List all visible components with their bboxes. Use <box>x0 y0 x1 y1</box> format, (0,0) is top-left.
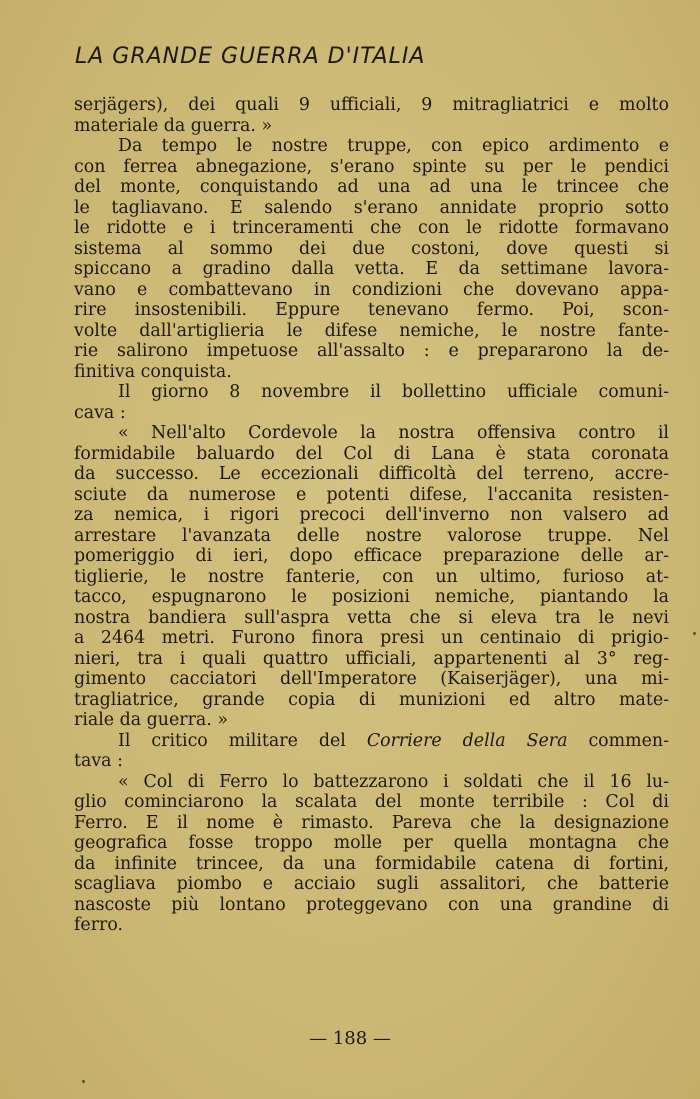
text-run: Il critico militare del <box>118 730 367 751</box>
text-line: a 2464 metri. Furono finora presi un centinaio di prigio- <box>74 628 669 648</box>
text-line: gimento cacciatori dell'Imperatore (Kaiserjäger), una mi- <box>74 669 669 689</box>
text-line: tiglierie, le nostre fanterie, con un ultimo, furioso at- <box>74 566 669 587</box>
text-line: da successo. Le eccezionali difficoltà del terreno, accre- <box>74 464 669 484</box>
text-line: tragliatrice, grande copia di munizioni ed altro mate- <box>74 689 669 710</box>
text-line <box>74 731 669 752</box>
text-line: tacco, espugnarono le posizioni nemiche, piantando la <box>74 587 669 607</box>
italic-title: Corriere della Sera <box>366 730 568 751</box>
text-line: le tagliavano. E salendo s'erano annidate proprio sotto <box>74 197 669 218</box>
text-line: « Nell'alto Cordevole la nostra offensiva contro il <box>118 423 669 443</box>
body-text <box>74 95 669 936</box>
text-line: za nemica, i rigori precoci dell'inverno non valsero ad <box>74 505 669 525</box>
text-line: rire insostenibili. Eppure tenevano fermo. Poi, scon- <box>74 300 669 320</box>
text-line: geografica fosse troppo molle per quella montagna che <box>74 833 669 853</box>
text-run: commen- <box>567 730 670 751</box>
paper-speck <box>82 1080 85 1083</box>
text-line: sciute da numerose e potenti difese, l'accanita resisten- <box>74 484 669 505</box>
text-line: tava : <box>74 751 123 771</box>
running-title: LA GRANDE GUERRA D'ITALIA <box>75 44 426 69</box>
text-line: materiale da guerra. » <box>74 115 273 136</box>
text-line: « Col di Ferro lo battezzarono i soldati che il 16 lu- <box>118 771 669 792</box>
text-line: Da tempo le nostre truppe, con epico ardimento e <box>118 136 669 156</box>
text-line: formidabile baluardo del Col di Lana è stata coronata <box>74 443 669 464</box>
text-line: sistema al sommo dei due costoni, dove questi si <box>74 238 669 259</box>
text-line: volte dall'artiglieria le difese nemiche, le nostre fante- <box>74 320 669 341</box>
text-line: glio cominciarono la scalata del monte terribile : Col di <box>74 792 669 812</box>
text-line: scagliava piombo e acciaio sugli assalitori, che batterie <box>74 874 669 894</box>
text-line: cava : <box>74 402 126 423</box>
page-number: — 188 — <box>309 1028 391 1049</box>
text-line: spiccano a gradino dalla vetta. E da settimane lavora- <box>74 259 669 279</box>
text-line: del monte, conquistando ad una ad una le trincee che <box>74 177 669 197</box>
text-line: vano e combattevano in condizioni che dovevano appa- <box>74 279 669 300</box>
text-line: pomeriggio di ieri, dopo efficace preparazione delle ar- <box>74 546 669 566</box>
text-line: arrestare l'avanzata delle nostre valorose truppe. Nel <box>74 525 669 546</box>
text-line: Il giorno 8 novembre il bollettino ufficiale comuni- <box>118 382 669 402</box>
text-line: rie salirono impetuose all'assalto : e prepararono la de- <box>74 341 669 361</box>
text-line: nieri, tra i quali quattro ufficiali, appartenenti al 3° reg- <box>74 648 669 669</box>
text-line: le ridotte e i trinceramenti che con le ridotte formavano <box>74 218 669 238</box>
text-line: da infinite trincee, da una formidabile catena di fortini, <box>74 853 669 874</box>
text-line: finitiva conquista. <box>74 361 232 382</box>
paper-speck <box>693 632 696 635</box>
text-line: serjägers), dei quali 9 ufficiali, 9 mitragliatrici e molto <box>74 95 669 115</box>
text-line: Ferro. E il nome è rimasto. Pareva che la designazione <box>74 812 669 833</box>
text-line: ferro. <box>74 915 124 935</box>
text-line: nascoste più lontano proteggevano con una grandine di <box>74 894 669 915</box>
text-line: nostra bandiera sull'aspra vetta che si eleva tra le nevi <box>74 607 669 628</box>
text-line: con ferrea abnegazione, s'erano spinte su per le pendici <box>74 156 669 177</box>
text-line: riale da guerra. » <box>74 710 228 730</box>
